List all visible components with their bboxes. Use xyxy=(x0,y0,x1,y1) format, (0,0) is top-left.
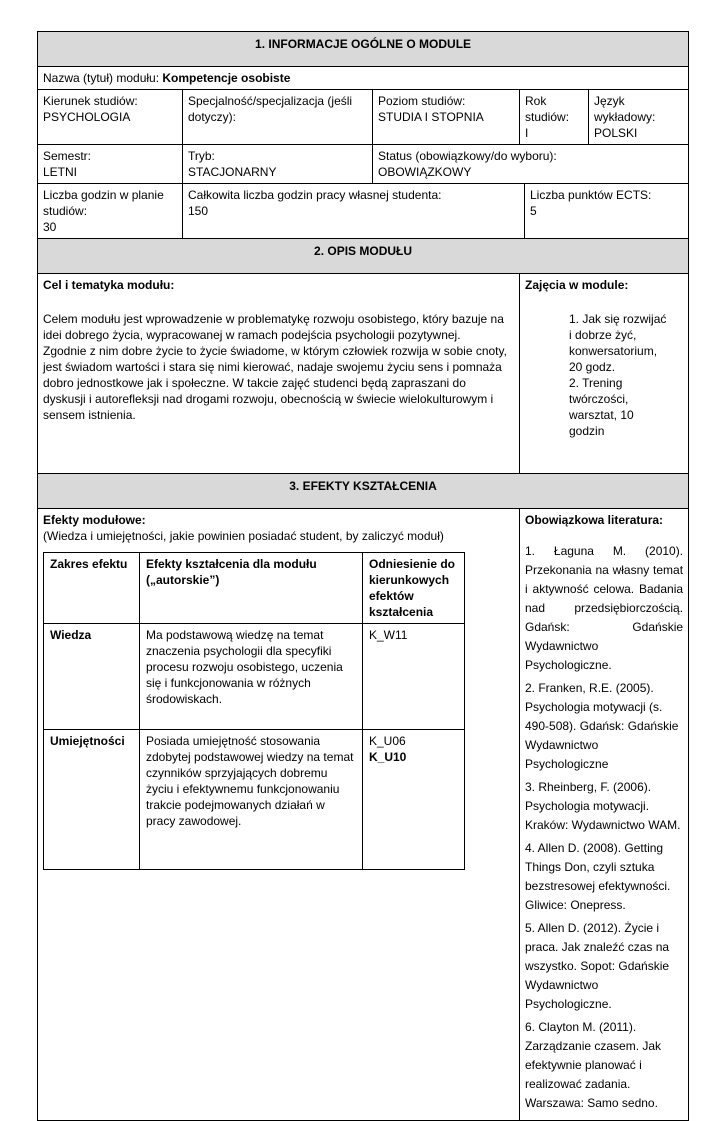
zakres-cell: Wiedza xyxy=(44,624,140,730)
literatura-item: 1. Łaguna M. (2010). Przekonania na własny temat i aktywność celowa. Badania nad przedsiębiorczością. Gdańsk: Gdańskie Wydawnictwo Psychologiczne. xyxy=(525,544,684,672)
opis-cell: Posiada umiejętność stosowania zdobytej podstawowej wiedzy na temat czynników sprzyjających dobremu życiu i efektywnemu funkcjonowaniu trakcie podejmowanych działań w pracy zawodowej. xyxy=(140,730,363,870)
zajecia-label: Zajęcia w module: xyxy=(525,278,629,292)
header-zakres: Zakres efektu xyxy=(44,553,140,624)
zajecia-item: 1. Jak się rozwijać i dobrze żyć, konwersatorium, 20 godz. xyxy=(569,312,667,374)
godziny-label: Liczba godzin w planie studiów: xyxy=(43,188,164,218)
odniesienie-cell: K_W11 xyxy=(363,624,465,730)
literatura-item: 6. Clayton M. (2011). Zarządzanie czasem. Jak efektywnie planować i realizować zadania. Warszawa: Samo sedno. xyxy=(525,1020,662,1110)
ects-cell xyxy=(525,184,689,239)
specjalnosc-cell xyxy=(183,90,373,145)
literatura-item: 3. Rheinberg, F. (2006). Psychologia motywacji. Kraków: Wydawnictwo WAM. xyxy=(525,780,681,832)
cel-cell xyxy=(38,274,520,474)
module-name-row xyxy=(38,67,689,90)
poziom-cell xyxy=(373,90,520,145)
section-header-3: 3. EFEKTY KSZTAŁCENIA xyxy=(38,474,689,509)
kierunek-cell xyxy=(38,90,183,145)
literatura-item: 4. Allen D. (2008). Getting Things Don, czyli sztuka bezstresowej efektywności. Gliwice: Onepress. xyxy=(525,841,671,912)
module-table xyxy=(37,31,689,1121)
jezyk-value: POLSKI xyxy=(594,126,638,140)
godziny-cell xyxy=(38,184,183,239)
praca-value: 150 xyxy=(188,204,209,218)
cel-label: Cel i tematyka modułu: xyxy=(43,278,175,292)
rok-value: I xyxy=(525,126,529,140)
kierunek-label: Kierunek studiów: xyxy=(43,94,138,108)
literatura-item: 5. Allen D. (2012). Życie i praca. Jak znaleźć czas na wszystko. Sopot: Gdańskie Wydawnictwo Psychologiczne. xyxy=(525,921,670,1011)
zakres-cell: Umiejętności xyxy=(44,730,140,870)
odniesienie-cell: K_U06 K_U10 xyxy=(363,730,465,870)
ects-value: 5 xyxy=(530,204,537,218)
table-row xyxy=(44,730,465,870)
cel-text: Celem modułu jest wprowadzenie w problematykę rozwoju osobistego, który bazuje na idei dobrego życia, wypracowanej w ramach podejścia psychologii pozytywnej. Zgodnie z nim dobre życie to życie świadome, w którym człowiek rozwija w sobie cnoty, jest świadom wartości i stara się nimi kierować, nadaje swojemu życiu sens i pomnaża dobro jednostkowe jak i społeczne. W takcie zajęć studenci będą zapraszani do dyskusji i autorefleksji nad drogami rozwoju, obecnością w świecie wielokulturowym i sensem istnienia. xyxy=(43,312,507,422)
efekty-label: Efekty modułowe: xyxy=(43,513,146,527)
tryb-cell xyxy=(183,145,373,184)
table-row xyxy=(44,624,465,730)
semestr-label: Semestr: xyxy=(43,149,92,163)
rok-cell xyxy=(520,90,589,145)
literatura-cell xyxy=(520,509,689,1121)
tryb-value: STACJONARNY xyxy=(188,165,277,179)
module-name-value: Kompetencje osobiste xyxy=(162,71,291,85)
literatura-item: 2. Franken, R.E. (2005). Psychologia motywacji (s. 490-508). Gdańsk: Gdańskie Wydawnictwo Psychologiczne xyxy=(525,681,679,771)
section-header-1: 1. INFORMACJE OGÓLNE O MODULE xyxy=(38,32,689,67)
specjalnosc-label: Specjalność/specjalizacja (jeśli dotyczy): xyxy=(188,94,353,124)
kierunek-value: PSYCHOLOGIA xyxy=(43,110,131,124)
poziom-label: Poziom studiów: xyxy=(378,94,466,108)
header-efekty: Efekty kształcenia dla modułu („autorskie”) xyxy=(140,553,363,624)
status-value: OBOWIĄZKOWY xyxy=(378,165,472,179)
literatura-label: Obowiązkowa literatura: xyxy=(525,513,664,527)
module-name-label: Nazwa (tytuł) modułu: xyxy=(43,71,163,85)
zajecia-cell xyxy=(520,274,689,474)
header-odniesienie: Odniesienie do kierunkowych efektów kształcenia xyxy=(363,553,465,624)
efekty-cell xyxy=(38,509,520,1121)
module-document xyxy=(37,31,688,1110)
jezyk-cell xyxy=(589,90,689,145)
section-header-2: 2. OPIS MODUŁU xyxy=(38,239,689,274)
tryb-label: Tryb: xyxy=(188,149,215,163)
rok-label: Rok studiów: xyxy=(525,94,570,124)
opis-cell: Ma podstawową wiedzę na temat znaczenia psychologii dla specyfiki procesu rozwoju osobistego, uczenia się i funkcjonowania w różnych środowiskach. xyxy=(140,624,363,730)
efekty-sub: (Wiedza i umiejętności, jakie powinien posiadać student, by zaliczyć moduł) xyxy=(43,529,444,543)
praca-cell xyxy=(183,184,525,239)
zajecia-item: 2. Trening twórczości, warsztat, 10 godzin xyxy=(569,376,634,438)
jezyk-label: Język wykładowy: xyxy=(594,94,656,124)
status-cell xyxy=(373,145,689,184)
efekty-table xyxy=(43,552,465,870)
status-label: Status (obowiązkowy/do wyboru): xyxy=(378,149,557,163)
godziny-value: 30 xyxy=(43,220,57,234)
poziom-value: STUDIA I STOPNIA xyxy=(378,110,484,124)
semestr-value: LETNI xyxy=(43,165,78,179)
praca-label: Całkowita liczba godzin pracy własnej studenta: xyxy=(188,188,442,202)
semestr-cell xyxy=(38,145,183,184)
ects-label: Liczba punktów ECTS: xyxy=(530,188,652,202)
